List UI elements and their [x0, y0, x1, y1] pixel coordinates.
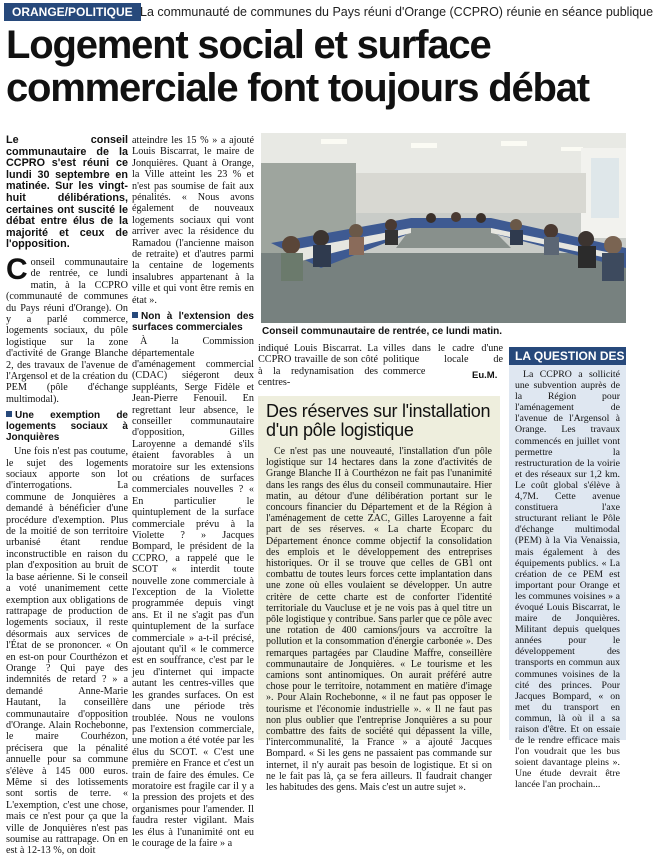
section-tag: ORANGE/POLITIQUE	[4, 3, 141, 21]
paragraph-quota: atteindre les 15 % » a ajouté Louis Biscarrat, le maire de Jonquières. Quant à Orange, la Ville atteint les 23 % et n'est pas soumise de fait aux pénalités. « Nous avons également de nouveaux logements sociaux qui vont arriver avec la résidence du Ramadou (l'ancienne maison de retraite) et d'autres parmi la centaine de logements insalubres appartenant à la ville et qui vont être remis en état ».	[132, 135, 254, 306]
square-bullet-icon	[132, 312, 138, 318]
subhead-jonquieres	[6, 410, 128, 443]
paragraph-exemption: Une fois n'est pas coutume, le sujet des logements sociaux apporte son lot d'interrogations. La commune de Jonquières a demandé à bénéficier d'une procédure d'exemption. Plus de la moitié de son territoire urbanisé étant rendue inconstructible en raison du plan d'exposition au bruit de la base aérienne. Si le conseil a voté unanimement cette exemption aux obligations de rattrapage de production de logements sociaux, il reste désormais aux services de l'État de se prononcer. « On en est-on pour Courthézon et Orange ? Qui paye des indemnités de retard ? » a demandé Anne-Marie Hautant, la conseillère communautaire d'opposition d'Orange. Alain Rochebonne, le maire Courhézon, précisera que la pénalité annuelle pour sa commune s'élève à 145 000 euros. Même si des lotissements sont sortis de terre. « L'exemption, c'est une chose, mais ce n'est pour ça que la ville de Jonquières n'est pas soumise au rattrapage. On en est à 12-13 %, on doit	[6, 446, 128, 857]
logistics-box	[258, 396, 500, 794]
square-bullet-icon	[6, 411, 12, 417]
rubric-summary: La communauté de communes du Pays réuni d'Orange (CCPRO) réunie en séance publique	[140, 5, 653, 19]
headline	[6, 24, 630, 110]
paragraph-commercial: À la Commission départementale d'aménagement commercial (CDAC) siégeront deux suppléants, Serge Fidèle et Jean-Pierre Fenouil. En regrettant leur absence, le conseiller communautaire d'opposition, Gilles Laroyenne a demandé s'ils étaient favorables à un moratoire sur les extensions ou créations de surfaces commerciales nouvelles ? « En particulier le quintuplement de la surface commerciale prévu à la Violette ? » Jacques Bompard, le président de la CCPRO, a rappelé que le SCOT « interdit toute nouvelle zone commerciale à l'exception de la Violette programmée depuis vingt ans. Et il ne s'agit pas d'un quintuplement de la surface commerciale » a-t-il précisé, ajoutant qu'il « le commerce est en souffrance, c'est par le jeu d'internet qui impacte autant les centres-villes que les grandes surfaces. On est dans une période très troublée. Nous ne voulons pas l'extension commerciale, une motion a été votée par les élus du SCOT. « C'est une première en France et c'est un train de faire des émules. Ce moratoire est fragile car il y a la pression des projets et des organismes pour l'amender. Il faudra rester vigilant. Mais les élus à l'unanimité ont eu le courage de la faire » a	[132, 336, 254, 849]
paragraph-tail-right: villes dans le cadre d'une politique locale de commerce	[383, 343, 503, 377]
article-column-3	[258, 343, 378, 389]
subhead-commercial-text: Non à l'extension des surfaces commerciales	[132, 311, 254, 334]
article-column-2	[132, 135, 254, 849]
bus-sidebar-paragraph: La CCPRO a sollicité une subvention auprès de la Région pour l'aménagement de l'avenue de l'Argensol à Orange. Les travaux commencés en juillet vont permettre la restructuration de la voirie et des réseaux sur 1,2 km. Le coût global s'élève à 4,7M. Cette avenue constituera l'axe structurant reliant le Pôle d'échange multimodal (PEM) à la Via Venaissia, mais également à des équipements publics. « La création de ce PEM est important pour Orange et les communes voisines » a évoqué Louis Biscarrat, le maire de Jonquières. Militant depuis quelques années pour le développement des transports en commun aux communes voisines de la cité des princes. Pour Jacques Bompard, « on met du transport en commun, là où il a sa raison d'être. Et on essaie de le rendre efficace mais l'on voudrait que les bus soient davantage pleins ». Une étude devrait être lancée l'an prochain...	[515, 369, 620, 791]
bus-sidebar	[509, 347, 653, 791]
drop-cap: C	[6, 252, 28, 286]
author-signature: Eu.M.	[472, 370, 498, 381]
bus-sidebar-body	[509, 365, 626, 795]
paragraph-tail-left: indiqué Louis Biscarrat. La CCPRO travaille de son côté à la redynamisation des centres-	[258, 343, 378, 389]
subhead-jonquieres-text: Une exemption de logements sociaux à Jonquières	[6, 410, 128, 444]
opening-text: onseil communautaire de rentrée, ce lundi matin, à la CCPRO (communauté de communes du Pays réuni d'Orange). On y a parlé commerce, logements sociaux, du pôle logistique sur la zone d'activité de Grange Blanche 2, des travaux de l'avenue de l'Argensol et de la création du PEM (pôle d'échange multimodal).	[6, 256, 128, 405]
logistics-box-title: Des réserves sur l'installation d'un pôle logistique	[266, 401, 491, 440]
headline-line-2: commerciale font toujours débat	[6, 66, 589, 110]
council-photo-image	[261, 133, 626, 323]
opening-paragraph	[6, 252, 128, 405]
rubric-bar	[0, 3, 653, 21]
council-photo	[261, 133, 626, 323]
headline-line-1: Logement social et surface	[6, 23, 491, 67]
logistics-box-body	[266, 446, 492, 793]
subhead-commercial	[132, 311, 254, 333]
photo-caption: Conseil communautaire de rentrée, ce lundi matin.	[262, 326, 503, 337]
logistics-box-paragraph: Ce n'est pas une nouveauté, l'installation d'un pôle logistique sur 14 hectares dans la zone d'activités de Grange Blanche II à Courthézon ne fait pas l'unanimité dans les rangs des élus du conseil communautaire. Hier matin, au détour d'une délibération portant sur le concours financier du Département et de la Région à l'aménagement de cette ZAC, Gilles Laroyenne a fait part de ses réserves. « La charte Ecoparc du Département énonce comme objectif la consolidation des emplois et le développement des entreprises historiques. Or il se trouve que celles de GB1 ont combattu de toutes leurs forces cette implantation dans une zone où elles voulaient se développer. Un autre critère de cette charte est de conforter l'identité territoriale du Vaucluse et je ne vois pas à quel titre un pôle logistique y contribue. Sans parler que ce pôle avec une rotation de 400 camions/jours va accroître la pollution et la consommation d'énergie carbonée ». Des remarques partagées par Claudine Maffre, conseillère communautaire de Jonquières. « Le tourisme et les camions sont antinomiques. On aurait préféré autre chose pour le territoire, notamment en matière d'image ». Pour Alain Rochebonne, « il ne faut pas opposer le tourisme et l'économie industrielle ». « Il ne faut pas non plus oublier que l'entreprise Jonquières a su pour combattre des faits de société qui dépassent la ville, l'intercommunalité, la France » a ajouté Jacques Bompard. « Si les gens ne passaient pas commande sur internet, il n'y aurait pas besoin de logistique. Et si on ne le fait pas là, ça se fera ailleurs. Il faudrait changer les habitudes des gens. Mais c'est un autre sujet ».	[266, 446, 492, 794]
lede-paragraph: Le conseil communautaire de la CCPRO s'est réuni ce lundi 30 septembre en matinée. Sur les vingt-huit délibérations, certaines ont suscité le débat entre élus de la majorité et ceux de l'opposition.	[6, 134, 128, 251]
bus-sidebar-title: LA QUESTION DES BUS	[509, 347, 626, 365]
article-column-1	[6, 134, 128, 857]
